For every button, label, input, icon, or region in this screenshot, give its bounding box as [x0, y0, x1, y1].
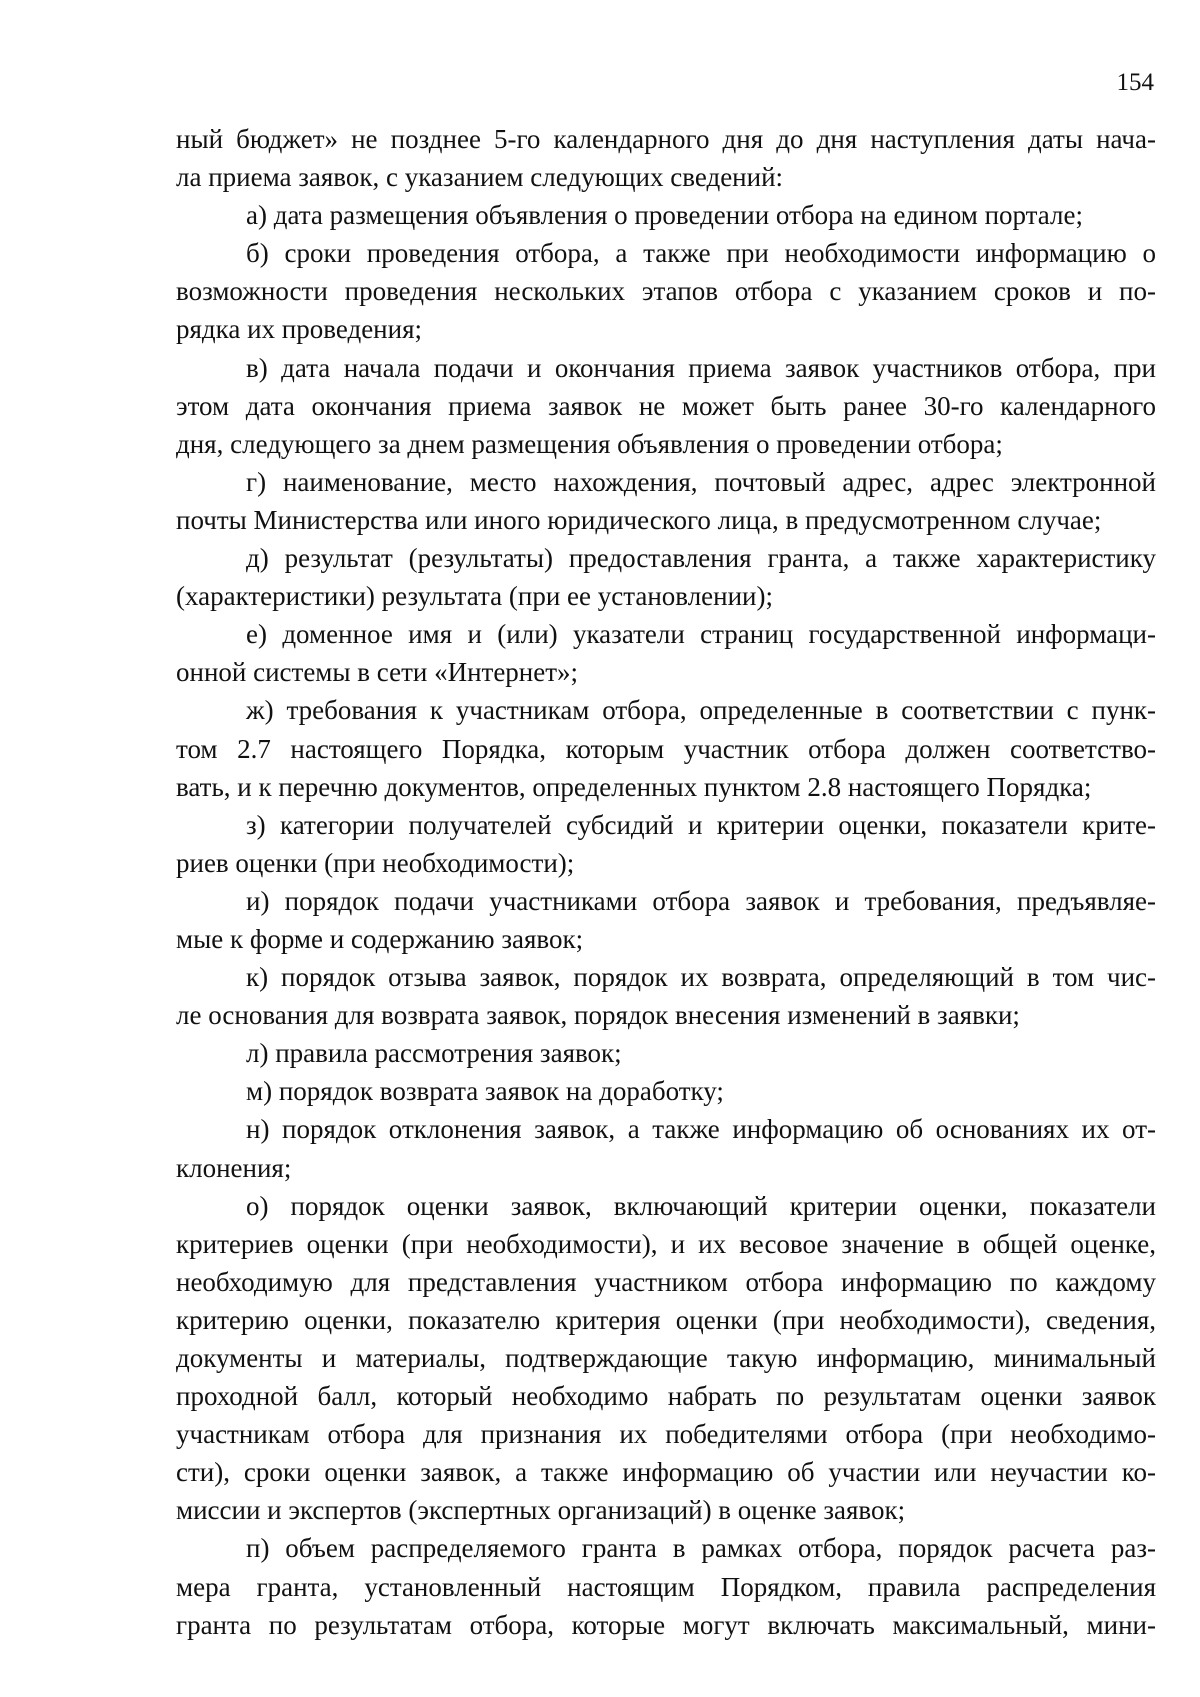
- text-line: (характеристики) результата (при ее установлении);: [176, 581, 773, 612]
- text-line: риев оценки (при необходимости);: [176, 847, 575, 878]
- text-line: к) порядок отзыва заявок, порядок их возврата, определяющий в том чис-: [246, 962, 1156, 993]
- text-line: критерию оценки, показателю критерия оценки (при необходимости), сведения,: [176, 1304, 1156, 1335]
- text-line: а) дата размещения объявления о проведении отбора на едином портале;: [246, 200, 1083, 231]
- text-line: возможности проведения нескольких этапов отбора с указанием сроков и по-: [176, 276, 1156, 307]
- text-line: п) объем распределяемого гранта в рамках отбора, порядок расчета раз-: [246, 1533, 1156, 1564]
- text-line: документы и материалы, подтверждающие такую информацию, минимальный: [176, 1343, 1156, 1373]
- text-line: н) порядок отклонения заявок, а также информацию об основаниях их от-: [246, 1114, 1156, 1145]
- text-line: онной системы в сети «Интернет»;: [176, 657, 579, 688]
- text-line: о) порядок оценки заявок, включающий критерии оценки, показатели: [246, 1190, 1156, 1221]
- text-line: дня, следующего за днем размещения объявления о проведении отбора;: [176, 428, 1003, 459]
- text-line: ж) требования к участникам отбора, определенные в соответствии с пунк-: [246, 695, 1156, 726]
- text-line: вать, и к перечню документов, определенных пунктом 2.8 настоящего Порядка;: [176, 771, 1092, 802]
- text-line: необходимую для представления участником отбора информацию по каждому: [176, 1266, 1156, 1297]
- text-line: гранта по результатам отбора, которые могут включать максимальный, мини-: [176, 1609, 1156, 1640]
- text-line: г) наименование, место нахождения, почтовый адрес, адрес электронной: [246, 466, 1156, 497]
- text-line: в) дата начала подачи и окончания приема заявок участников отбора, при: [246, 352, 1156, 383]
- text-line: участникам отбора для признания их победителями отбора (при необходимо-: [176, 1419, 1156, 1450]
- text-line: клонения;: [176, 1152, 292, 1183]
- text-line: критериев оценки (при необходимости), и их весовое значение в общей оценке,: [176, 1228, 1156, 1259]
- text-line: рядка их проведения;: [176, 314, 423, 345]
- text-line: почты Министерства или иного юридического лица, в предусмотренном случае;: [176, 504, 1102, 535]
- text-line: л) правила рассмотрения заявок;: [246, 1038, 622, 1069]
- text-line: б) сроки проведения отбора, а также при необходимости информацию о: [246, 238, 1156, 269]
- text-line: мера гранта, установленный настоящим Порядком, правила распределения: [176, 1571, 1156, 1602]
- text-line: ла приема заявок, с указанием следующих сведений:: [176, 162, 784, 193]
- text-line: мые к форме и содержанию заявок;: [176, 923, 584, 954]
- text-line: этом дата окончания приема заявок не может быть ранее 30-го календарного: [176, 390, 1156, 421]
- text-line: ный бюджет» не позднее 5-го календарного дня до дня наступления даты нача-: [176, 124, 1156, 154]
- text-line: м) порядок возврата заявок на доработку;: [246, 1076, 724, 1107]
- text-line: миссии и экспертов (экспертных организаций) в оценке заявок;: [176, 1495, 906, 1526]
- text-line: сти), сроки оценки заявок, а также информацию об участии или неучастии ко-: [176, 1457, 1156, 1488]
- text-line: д) результат (результаты) предоставления гранта, а также характеристику: [246, 543, 1156, 574]
- text-line: з) категории получателей субсидий и критерии оценки, показатели крите-: [246, 809, 1156, 840]
- page-number: 154: [1116, 69, 1154, 96]
- text-line: проходной балл, который необходимо набрать по результатам оценки заявок: [176, 1381, 1156, 1412]
- text-line: том 2.7 настоящего Порядка, которым участник отбора должен соответство-: [176, 733, 1156, 764]
- text-line: ле основания для возврата заявок, порядок внесения изменений в заявки;: [176, 1000, 1020, 1031]
- text-line: и) порядок подачи участниками отбора заявок и требования, предъявляе-: [246, 885, 1156, 916]
- text-line: е) доменное имя и (или) указатели страниц государственной информаци-: [246, 619, 1156, 650]
- document-body: [176, 120, 1156, 1644]
